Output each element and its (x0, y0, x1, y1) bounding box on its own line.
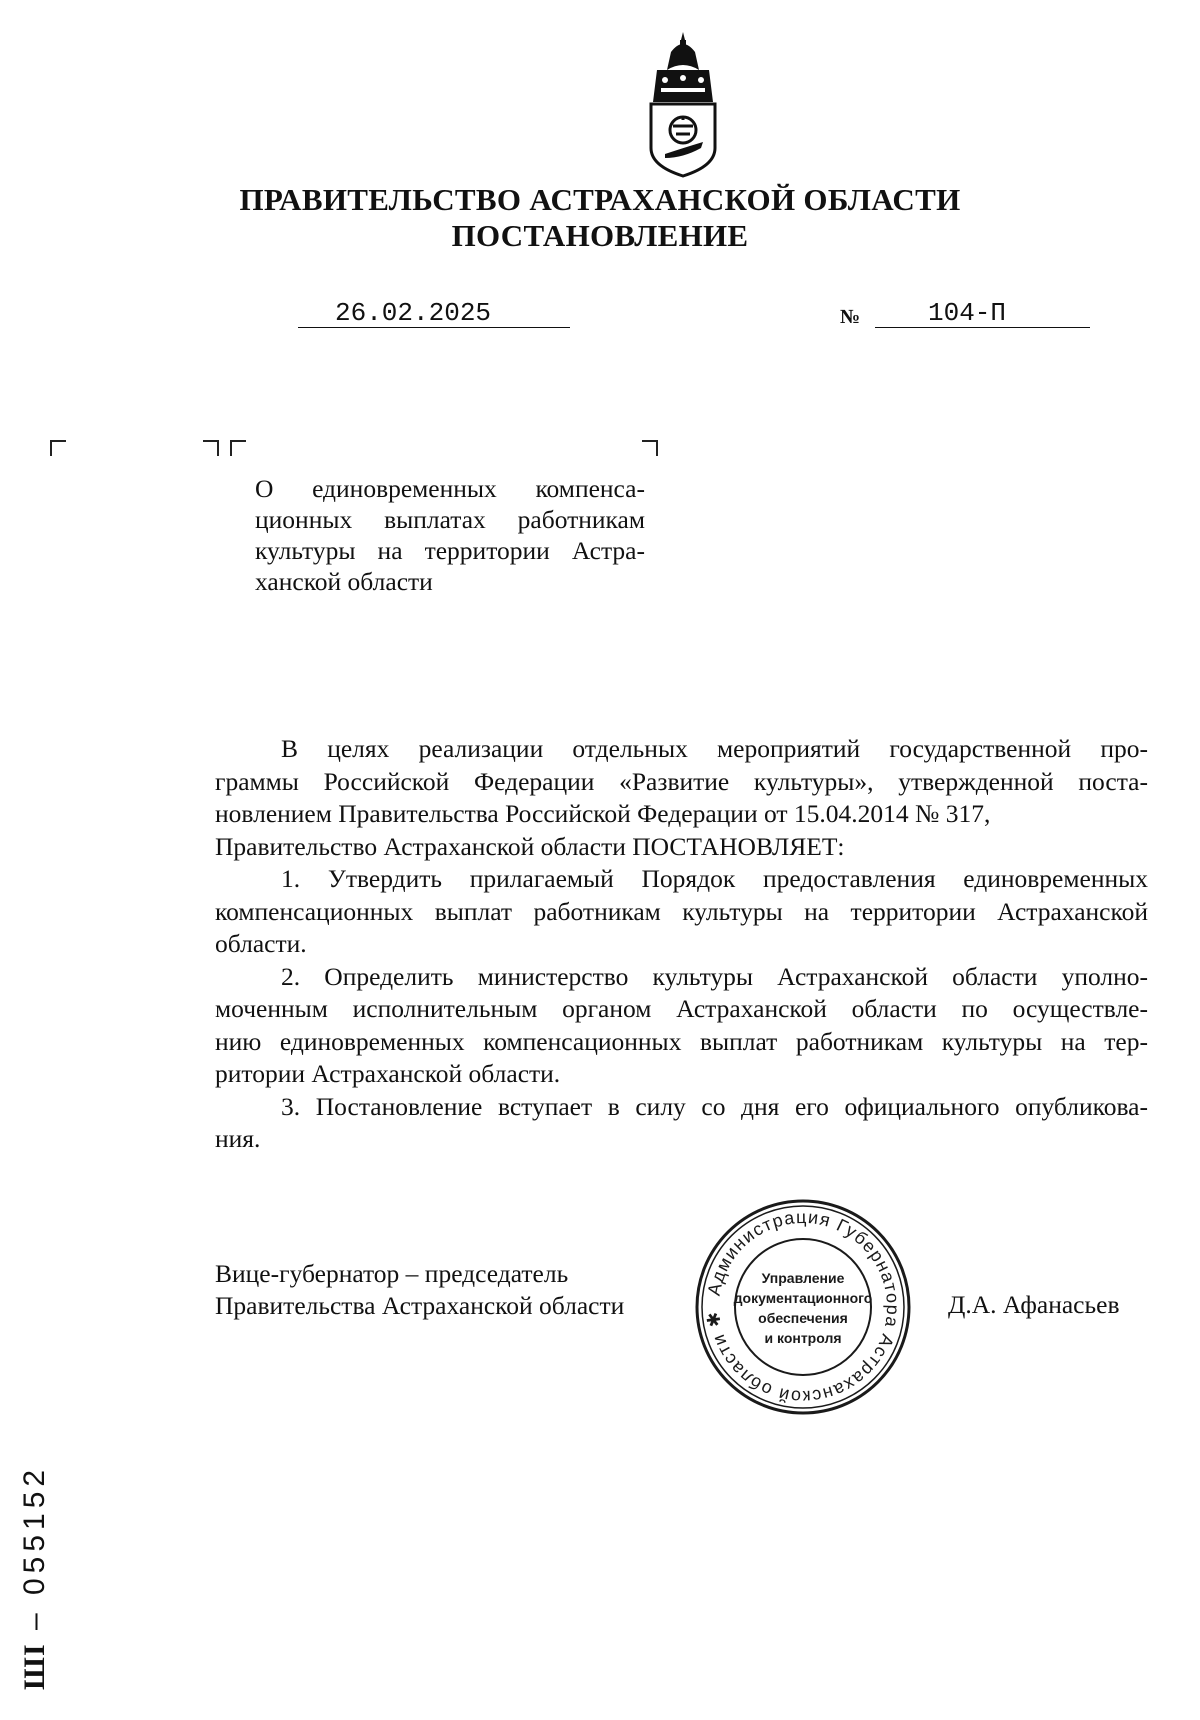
margin-corner-mark (203, 440, 219, 456)
stamp-ring-text: Администрация Губернатора Астраханской области ✱ (702, 1206, 904, 1408)
number-underline (875, 327, 1090, 328)
preamble-line: Правительство Астраханской области ПОСТАНОВЛЯЕТ: (215, 831, 845, 861)
date-underline (298, 327, 570, 328)
stamp-center-line: обеспечения (758, 1310, 848, 1326)
coat-of-arms-emblem (643, 30, 723, 180)
subject-corner-mark (642, 440, 658, 456)
clause-1-line: области. (215, 929, 307, 958)
clause-3-line: 3. Постановление вступает в силу со дня его официального опубликова- (281, 1091, 1148, 1121)
clause-1-line: компенсационных выплат работникам культуры на территории Астраханской (215, 896, 1148, 926)
document-body (215, 733, 1148, 1156)
serial-series: ШІ (18, 1643, 51, 1690)
clause-1-line: 1. Утвердить прилагаемый Порядок предоставления единовременных (281, 864, 1148, 893)
margin-corner-mark (50, 440, 66, 456)
clause-3-line: ния. (215, 1124, 261, 1153)
stamp-center-line: Управление (761, 1270, 845, 1286)
signer-name: Д.А. Афанасьев (948, 1290, 1120, 1319)
clause-2-line: ритории Астраханской области. (215, 1059, 561, 1088)
subject-line: О единовременных компенса- (255, 474, 645, 503)
form-serial-number (18, 1465, 52, 1690)
official-stamp (693, 1197, 913, 1417)
government-name: ПРАВИТЕЛЬСТВО АСТРАХАНСКОЙ ОБЛАСТИ (239, 182, 961, 217)
serial-number: 055152 (18, 1464, 51, 1595)
preamble-line: В целях реализации отдельных мероприятий государственной про- (281, 734, 1148, 763)
signer-position-line: Правительства Астраханской области (215, 1291, 625, 1320)
signer-position (215, 1258, 624, 1322)
clause-2-line: нию единовременных компенсационных выплат работникам культуры на тер- (215, 1026, 1148, 1056)
clause-2-line: 2. Определить министерство культуры Астраханской области уполно- (281, 961, 1148, 991)
subject-corner-mark (230, 440, 246, 456)
signer-position-line: Вице-губернатор – председатель (215, 1259, 569, 1288)
subject-line: ционных выплатах работникам (255, 505, 645, 534)
serial-dash: – (18, 1608, 51, 1631)
subject-line: ханской области (255, 567, 433, 596)
number-sign: № (840, 306, 861, 328)
document-subject (255, 473, 645, 597)
stamp-center-line: и контроля (764, 1330, 842, 1346)
document-number: 104-П (928, 298, 1007, 328)
stamp-center-line: документационного (733, 1290, 873, 1306)
preamble-line: новлением Правительства Российской Федерации от 15.04.2014 № 317, (215, 799, 991, 828)
preamble-line: граммы Российской Федерации «Развитие культуры», утвержденной поста- (215, 766, 1148, 796)
document-type: ПОСТАНОВЛЕНИЕ (451, 218, 749, 253)
document-date: 26.02.2025 (335, 298, 492, 328)
clause-2-line: моченным исполнительным органом Астраханской области по осуществле- (215, 994, 1148, 1023)
subject-line: культуры на территории Астра- (255, 536, 645, 565)
